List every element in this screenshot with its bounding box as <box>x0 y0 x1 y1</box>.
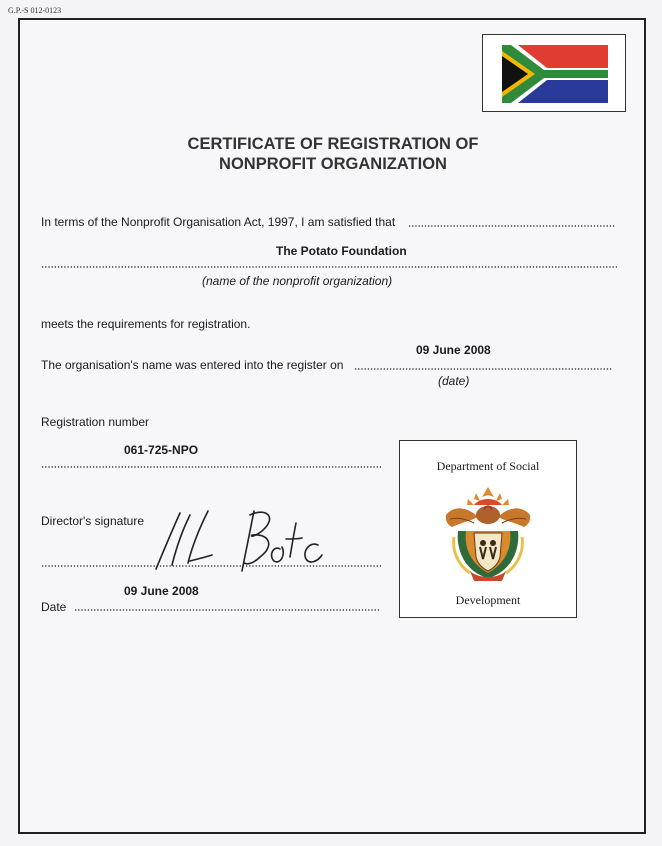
south-africa-flag-icon <box>502 45 608 103</box>
certificate-title <box>100 134 566 174</box>
signed-date: 09 June 2008 <box>124 584 199 598</box>
register-text: The organisation's name was entered into the register on <box>41 358 344 372</box>
organization-caption: (name of the nonprofit organization) <box>202 274 393 288</box>
title-line-1: CERTIFICATE OF REGISTRATION OF <box>187 135 479 153</box>
date-label: Date <box>41 600 67 614</box>
register-date: 09 June 2008 <box>416 343 491 357</box>
intro-dotted-line <box>408 225 616 227</box>
organization-name: The Potato Foundation <box>276 244 407 258</box>
title-line-2: NONPROFIT ORGANIZATION <box>219 155 447 173</box>
flag-box <box>482 34 626 112</box>
registration-label: Registration number <box>41 415 150 429</box>
department-seal-box <box>399 440 577 618</box>
director-signature-icon <box>150 505 330 577</box>
form-code: G.P.-S 012-0123 <box>8 6 62 15</box>
registration-dotted-line <box>41 466 381 468</box>
seal-line-2: Development <box>455 593 521 607</box>
organization-dotted-line <box>41 266 617 268</box>
signature-label: Director's signature <box>41 514 144 528</box>
intro-text: In terms of the Nonprofit Organisation Act, 1997, I am satisfied that <box>41 215 396 229</box>
requirements-text: meets the requirements for registration. <box>41 317 251 331</box>
coat-of-arms-icon <box>440 479 536 583</box>
seal-line-1: Department of Social <box>436 459 540 473</box>
date-caption: (date) <box>438 374 470 388</box>
date-dotted-line <box>74 609 381 611</box>
register-dotted-line <box>354 368 612 370</box>
registration-number: 061-725-NPO <box>124 443 199 457</box>
